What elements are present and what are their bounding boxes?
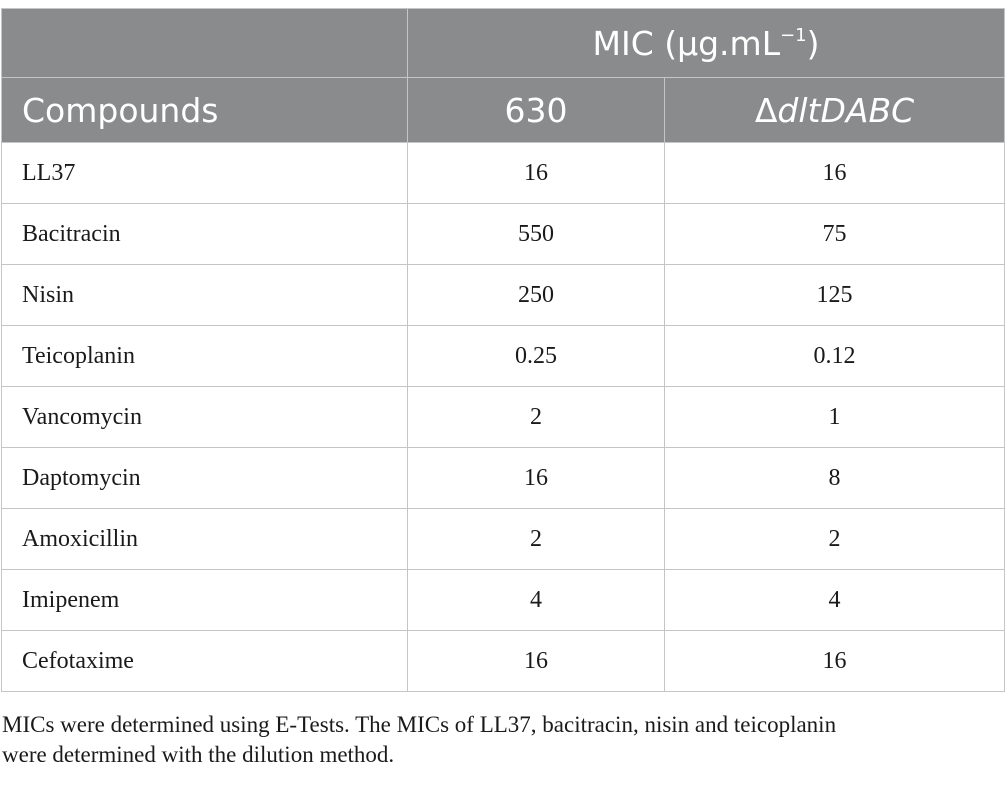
mic-630: 16: [408, 448, 665, 509]
table-row: [2, 448, 1005, 509]
header-row-group: [2, 9, 1005, 78]
table-header: [2, 9, 1005, 143]
mic-630: 2: [408, 387, 665, 448]
header-empty-cell: [2, 9, 408, 78]
compound-name: Teicoplanin: [2, 326, 408, 387]
mic-630: 2: [408, 509, 665, 570]
table-footnote: [2, 710, 1002, 770]
header-row-columns: [2, 78, 1005, 143]
table-row: [2, 631, 1005, 692]
table-body: [2, 143, 1005, 692]
mic-dltdabc: 2: [665, 509, 1005, 570]
mic-dltdabc: 125: [665, 265, 1005, 326]
compound-name: Daptomycin: [2, 448, 408, 509]
table-row: [2, 265, 1005, 326]
table-row: [2, 509, 1005, 570]
delta-symbol: Δ: [754, 90, 778, 130]
compound-name: Nisin: [2, 265, 408, 326]
compound-name: Bacitracin: [2, 204, 408, 265]
table-row: [2, 204, 1005, 265]
mic-630: 550: [408, 204, 665, 265]
compound-name: Cefotaxime: [2, 631, 408, 692]
strain-dltdabc-label: dltDABC: [777, 90, 915, 130]
header-strain-630: 630: [408, 78, 665, 143]
table-row: [2, 143, 1005, 204]
mic-630: 250: [408, 265, 665, 326]
mic-dltdabc: 75: [665, 204, 1005, 265]
compound-name: Vancomycin: [2, 387, 408, 448]
mic-dltdabc: 16: [665, 631, 1005, 692]
footnote-line-2: were determined with the dilution method.: [2, 742, 395, 767]
mic-label-exponent: −1: [780, 24, 807, 46]
mic-630: 16: [408, 143, 665, 204]
header-compounds: Compounds: [2, 78, 408, 143]
mic-dltdabc: 1: [665, 387, 1005, 448]
mic-dltdabc: 8: [665, 448, 1005, 509]
header-strain-dltdabc: [665, 78, 1005, 143]
compound-name: LL37: [2, 143, 408, 204]
mic-dltdabc: 4: [665, 570, 1005, 631]
mic-table: [1, 8, 1005, 692]
compound-name: Amoxicillin: [2, 509, 408, 570]
compound-name: Imipenem: [2, 570, 408, 631]
mic-630: 4: [408, 570, 665, 631]
table-row: [2, 570, 1005, 631]
table-row: [2, 326, 1005, 387]
table-row: [2, 387, 1005, 448]
mic-630: 16: [408, 631, 665, 692]
footnote-line-1: MICs were determined using E-Tests. The MICs of LL37, bacitracin, nisin and teicoplanin: [2, 712, 837, 737]
header-mic-group: [408, 9, 1005, 78]
mic-dltdabc: 16: [665, 143, 1005, 204]
mic-label-close: ): [806, 23, 820, 63]
mic-630: 0.25: [408, 326, 665, 387]
mic-dltdabc: 0.12: [665, 326, 1005, 387]
mic-label: MIC (µg.mL: [592, 23, 781, 63]
